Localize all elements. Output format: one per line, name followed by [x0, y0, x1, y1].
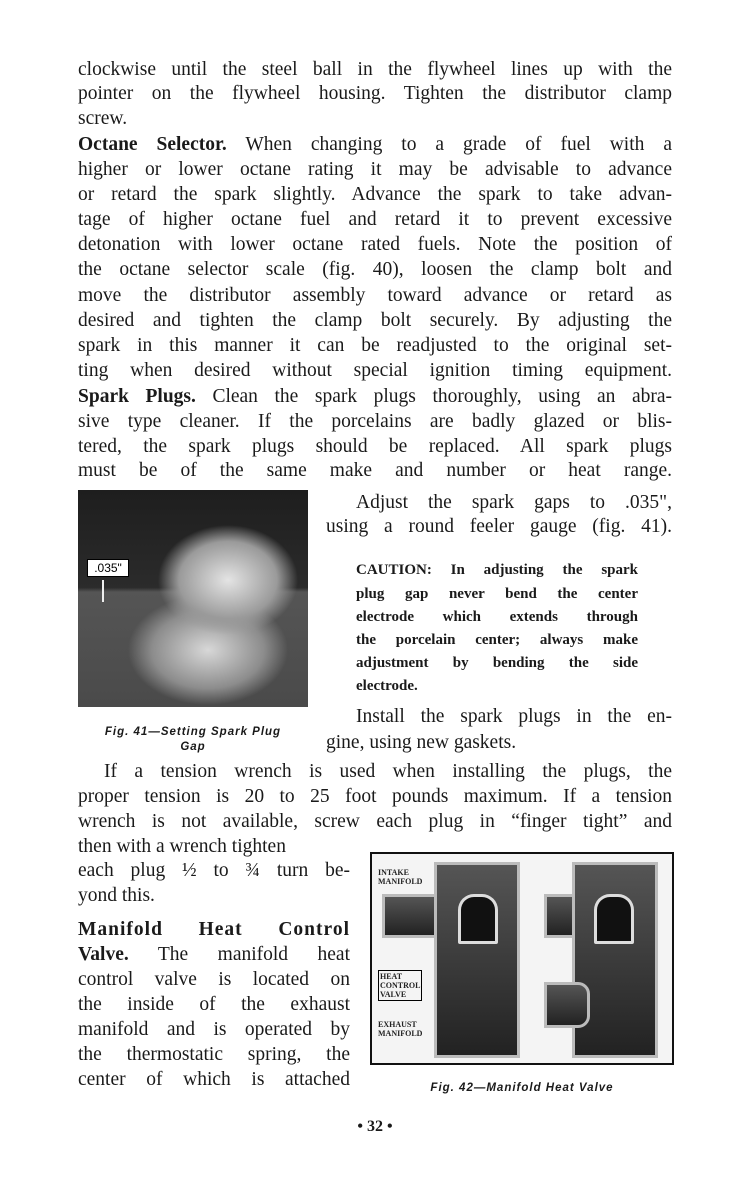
- figure-41-photo: [78, 490, 308, 707]
- octane-first-line: [78, 133, 672, 157]
- text-line: detonation with lower octane rated fuels. Note the position of: [78, 234, 672, 255]
- text-line: control valve is located on: [78, 969, 350, 990]
- text-line: If a tension wrench is used when installing the plugs, the: [104, 761, 672, 782]
- text-line: must be of the same make and number or heat range.: [78, 460, 672, 481]
- text-line: or retard the spark slightly. Advance the spark to take advan-: [78, 184, 672, 205]
- text-line: the octane selector scale (fig. 40), loosen the clamp bolt and: [78, 259, 672, 280]
- figure-41-caption: Gap: [180, 741, 206, 753]
- text-line: gine, using new gaskets.: [326, 732, 517, 753]
- intake-chamber: [594, 894, 634, 944]
- caution-line: CAUTION: In adjusting the spark: [356, 562, 638, 578]
- manifold-heading-text: Valve.: [78, 944, 129, 965]
- text-line: proper tension is 20 to 25 foot pounds maximum. If a tension: [78, 786, 672, 807]
- intake-chamber: [458, 894, 498, 944]
- text-line: the inside of the exhaust: [78, 994, 350, 1015]
- text-line: the thermostatic spring, the: [78, 1044, 350, 1065]
- text-line: Clean the spark plugs thoroughly, using an abra-: [195, 386, 672, 407]
- text-line: higher or lower octane rating it may be advisable to advance: [78, 159, 672, 180]
- manifold-heading-text: Manifold Heat Control: [78, 919, 350, 940]
- manifold-cross-section: [434, 862, 520, 1058]
- figure-42-caption: Fig. 42—Manifold Heat Valve: [430, 1082, 614, 1094]
- text-line: Install the spark plugs in the en-: [356, 706, 672, 727]
- text-line: The manifold heat: [128, 944, 350, 965]
- text-line: spark in this manner it can be readjusted to the original set-: [78, 335, 672, 356]
- manifold-heading: [78, 918, 350, 942]
- text-line: then with a wrench tighten: [78, 836, 286, 857]
- caution-line: plug gap never bend the center: [356, 586, 638, 602]
- octane-heading: Octane Selector.: [78, 134, 227, 155]
- text-line: center of which is attached: [78, 1069, 350, 1090]
- page-number: • 32 •: [357, 1118, 393, 1135]
- text-line: tered, the spark plugs should be replaced. All spark plugs: [78, 436, 672, 457]
- text-line: desired and tighten the clamp bolt securely. By adjusting the: [78, 310, 672, 331]
- exhaust-port: [544, 982, 590, 1028]
- text-line: move the distributor assembly toward advance or retard as: [78, 285, 672, 306]
- text-line: each plug ½ to ¾ turn be-: [78, 860, 350, 881]
- text-line: pointer on the flywheel housing. Tighten the distributor clamp: [78, 83, 672, 104]
- gap-arrow-icon: [102, 580, 104, 602]
- text-line: When changing to a grade of fuel with a: [226, 134, 672, 155]
- figure-42-diagram: [370, 852, 674, 1065]
- caution-line: the porcelain center; always make: [356, 632, 638, 648]
- text-line: ting when desired without special ignition timing equipment.: [78, 360, 672, 381]
- text-line: yond this.: [78, 885, 155, 906]
- caution-line: electrode.: [356, 678, 418, 694]
- text-line: tage of higher octane fuel and retard it to prevent excessive: [78, 209, 672, 230]
- text-line: clockwise until the steel ball in the flywheel lines up with the: [78, 59, 672, 80]
- manifold-cross-section: [572, 862, 658, 1058]
- manifold-first-line: [78, 943, 350, 967]
- gap-label: .035": [87, 559, 129, 577]
- exhaust-manifold-label: EXHAUST MANIFOLD: [378, 1020, 423, 1038]
- text-line: Adjust the spark gaps to .035",: [356, 492, 672, 513]
- text-line: using a round feeler gauge (fig. 41).: [326, 516, 672, 537]
- figure-41-caption: Fig. 41—Setting Spark Plug: [104, 726, 282, 738]
- intake-manifold-label: INTAKE MANIFOLD: [378, 868, 423, 886]
- caution-line: electrode which extends through: [356, 609, 638, 625]
- spark-heading: Spark Plugs.: [78, 386, 196, 407]
- text-line: wrench is not available, screw each plug in “finger tight” and: [78, 811, 672, 832]
- text-line: manifold and is operated by: [78, 1019, 350, 1040]
- text-line: sive type cleaner. If the porcelains are badly glazed or blis-: [78, 411, 672, 432]
- heat-control-valve-label: HEAT CONTROL VALVE: [380, 972, 421, 999]
- spark-first-line: [78, 385, 672, 409]
- caution-line: adjustment by bending the side: [356, 655, 638, 671]
- text-line: screw.: [78, 108, 128, 129]
